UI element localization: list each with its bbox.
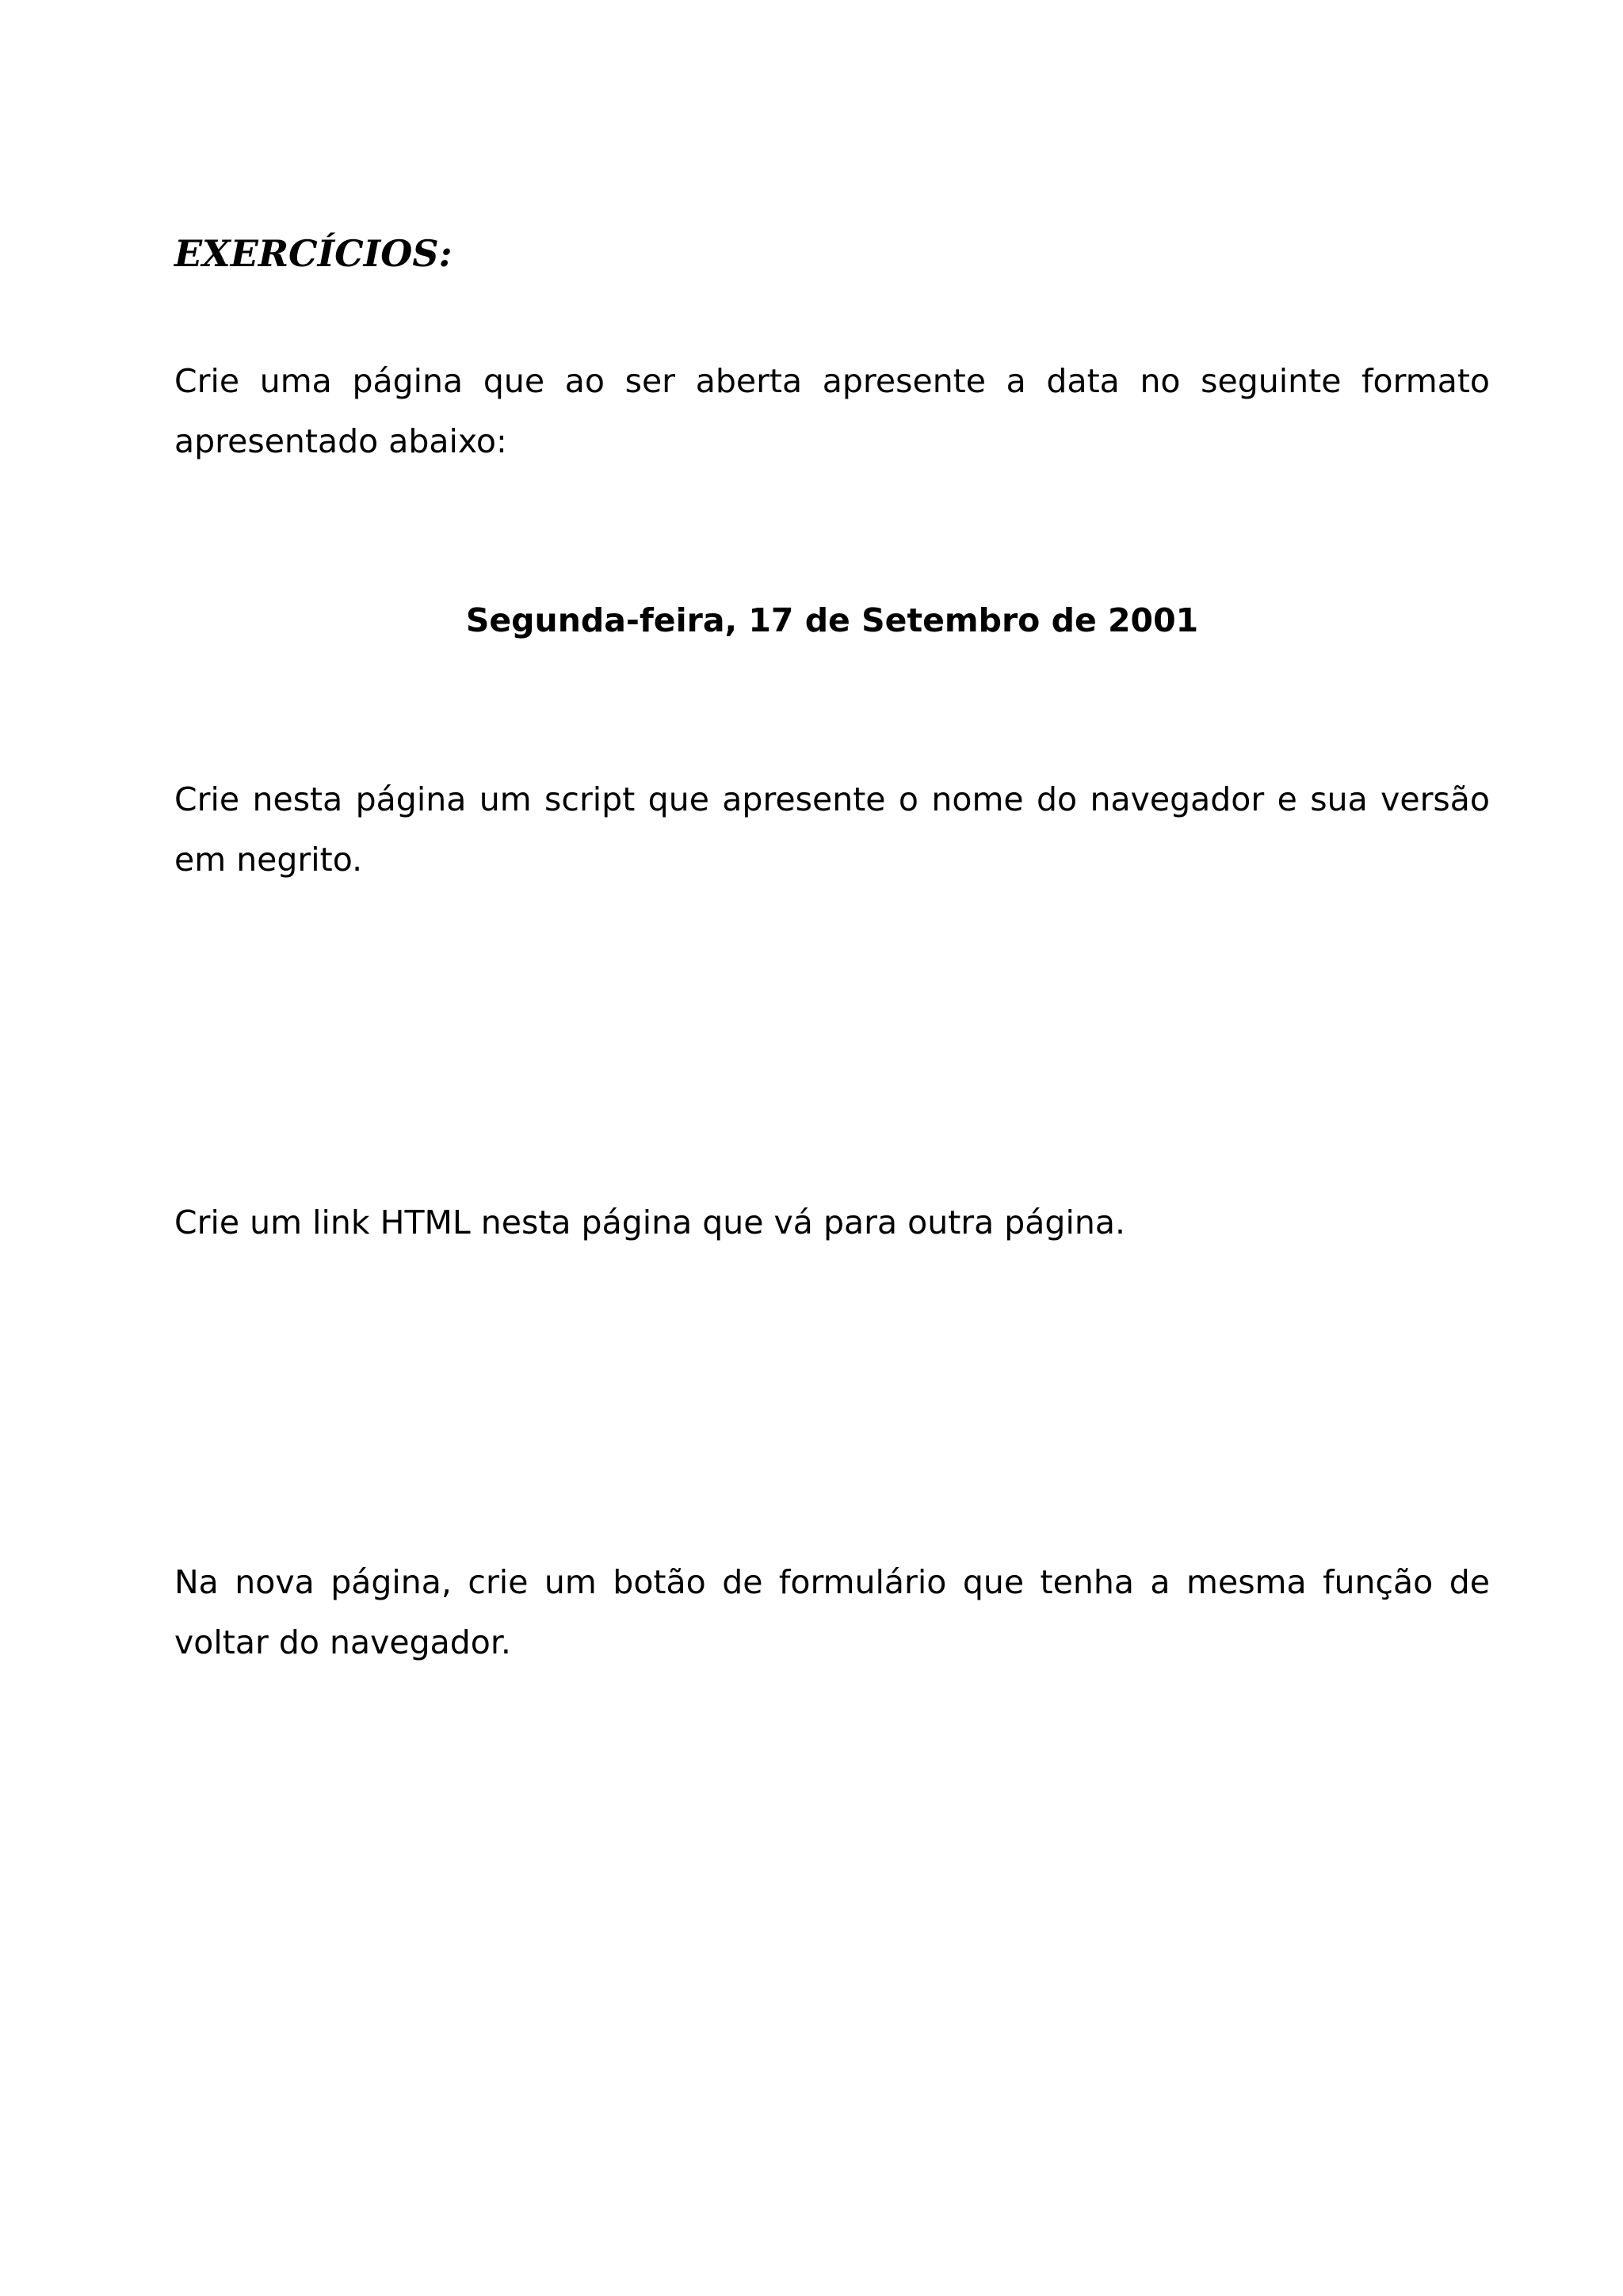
exercise-1-text: Crie uma página que ao ser aberta apresente a data no seguinte formato apresentado abaixo: xyxy=(174,362,1490,460)
example-date: Segunda-feira, 17 de Setembro de 2001 xyxy=(465,601,1199,639)
exercise-4-text: Na nova página, crie um botão de formulário que tenha a mesma função de voltar do navegador. xyxy=(174,1563,1490,1661)
exercises-heading: EXERCÍCIOS: xyxy=(174,232,453,275)
exercise-3-text: Crie um link HTML nesta página que vá para outra página. xyxy=(174,1203,1125,1241)
exercise-2-text: Crie nesta página um script que apresente o nome do navegador e sua versão em negrito. xyxy=(174,780,1490,879)
